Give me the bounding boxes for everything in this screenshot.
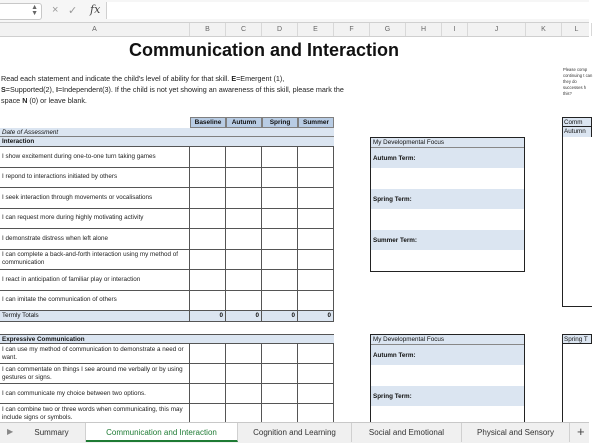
name-box-stepper-icon[interactable]: ▲ ▼ — [31, 4, 38, 17]
baseline-cell[interactable] — [190, 147, 226, 168]
insert-function-icon[interactable]: fx — [90, 3, 101, 16]
skill-statement: I show excitement during one-to-one turn taking games — [0, 147, 190, 168]
summer-cell[interactable] — [298, 270, 334, 291]
column-header-e[interactable]: E — [298, 23, 334, 36]
table-row — [0, 168, 334, 189]
column-header-k[interactable]: K — [526, 23, 562, 36]
tab-cognition-and-learning[interactable]: Cognition and Learning — [238, 423, 352, 442]
column-header-i[interactable]: I — [442, 23, 468, 36]
baseline-cell[interactable] — [190, 188, 226, 209]
focus-spring-space[interactable] — [371, 209, 524, 229]
summer-cell[interactable] — [298, 168, 334, 189]
side-header-spring: Spring T — [562, 334, 592, 344]
skill-statement: I react in anticipation of familiar play or interaction — [0, 270, 190, 291]
column-header-a[interactable]: A — [0, 23, 190, 36]
table-row — [0, 147, 334, 168]
summer-cell[interactable] — [298, 364, 334, 384]
summer-cell[interactable] — [298, 404, 334, 424]
focus-box-title: My Developmental Focus — [371, 138, 524, 148]
spring-cell[interactable] — [262, 250, 298, 271]
autumn-cell[interactable] — [226, 250, 262, 271]
section-expressive-title: Expressive Communication — [2, 336, 85, 343]
autumn-cell[interactable] — [226, 209, 262, 230]
autumn-cell[interactable] — [226, 344, 262, 364]
termly-totals-label: Termly Totals — [0, 311, 190, 322]
table-row — [0, 250, 334, 271]
spring-cell[interactable] — [262, 291, 298, 312]
focus-spring-term[interactable]: Spring Term: — [371, 386, 524, 406]
autumn-cell[interactable] — [226, 404, 262, 424]
table-row — [0, 229, 334, 250]
baseline-cell[interactable] — [190, 364, 226, 384]
autumn-cell[interactable] — [226, 270, 262, 291]
name-box[interactable] — [0, 3, 42, 20]
column-header-c[interactable]: C — [226, 23, 262, 36]
autumn-cell[interactable] — [226, 384, 262, 404]
column-header-j[interactable]: J — [468, 23, 526, 36]
table-row — [0, 270, 334, 291]
tab-physical-and-sensory[interactable]: Physical and Sensory — [462, 423, 570, 442]
cancel-icon[interactable]: × — [52, 4, 59, 16]
baseline-cell[interactable] — [190, 209, 226, 230]
spring-cell[interactable] — [262, 168, 298, 189]
focus-spring-term[interactable]: Spring Term: — [371, 189, 524, 209]
column-header-b[interactable]: B — [190, 23, 226, 36]
autumn-cell[interactable] — [226, 291, 262, 312]
autumn-cell[interactable] — [226, 188, 262, 209]
skill-statement: I can imitate the communication of others — [0, 291, 190, 312]
focus-autumn-space[interactable] — [371, 365, 524, 385]
table-row — [0, 384, 334, 404]
table-row — [0, 209, 334, 230]
header-spring: Spring — [262, 117, 298, 128]
baseline-cell[interactable] — [190, 404, 226, 424]
summer-cell[interactable] — [298, 384, 334, 404]
baseline-cell[interactable] — [190, 384, 226, 404]
column-header-g[interactable]: G — [370, 23, 406, 36]
spring-cell[interactable] — [262, 229, 298, 250]
add-sheet-icon[interactable]: + — [577, 424, 585, 439]
skill-statement: I repond to interactions initiated by others — [0, 168, 190, 189]
skill-statement: I can combine two or three words when communicating, this may include signs or symbols. — [0, 404, 190, 424]
table-row — [0, 291, 334, 312]
baseline-cell[interactable] — [190, 344, 226, 364]
spring-cell[interactable] — [262, 147, 298, 168]
skill-statement: I can request more during highly motivating activity — [0, 209, 190, 230]
column-header-d[interactable]: D — [262, 23, 298, 36]
baseline-cell[interactable] — [190, 291, 226, 312]
termly-total-value[interactable]: 0 — [226, 311, 262, 322]
focus-summer-term[interactable]: Summer Term: — [371, 230, 524, 250]
formula-input[interactable] — [106, 2, 597, 19]
enter-icon[interactable]: ✓ — [68, 5, 78, 17]
spring-cell[interactable] — [262, 209, 298, 230]
developmental-focus-box-2 — [370, 334, 525, 426]
column-header-f[interactable]: F — [334, 23, 370, 36]
skill-statement: I demonstrate distress when left alone — [0, 229, 190, 250]
spring-cell[interactable] — [262, 270, 298, 291]
spring-cell[interactable] — [262, 188, 298, 209]
side-header-autumn: Autumn — [562, 127, 592, 137]
autumn-cell[interactable] — [226, 229, 262, 250]
baseline-cell[interactable] — [190, 168, 226, 189]
header-baseline: Baseline — [190, 117, 226, 128]
skill-statement: I can use my method of communication to demonstrate a need or want. — [0, 344, 190, 364]
date-of-assessment-row[interactable] — [0, 128, 334, 137]
header-summer: Summer — [298, 117, 334, 128]
header-autumn: Autumn — [226, 117, 262, 128]
table-row — [0, 364, 334, 384]
section-interaction-header — [0, 137, 334, 147]
termly-total-value[interactable]: 0 — [298, 311, 334, 322]
spring-cell[interactable] — [262, 364, 298, 384]
spring-cell[interactable] — [262, 404, 298, 424]
formula-bar — [0, 0, 589, 23]
termly-totals-row — [0, 311, 334, 322]
baseline-cell[interactable] — [190, 250, 226, 271]
side-box-2 — [562, 344, 592, 434]
termly-total-value[interactable]: 0 — [262, 311, 298, 322]
summer-cell[interactable] — [298, 250, 334, 271]
tab-communication-and-interaction[interactable]: Communication and Interaction — [86, 423, 238, 442]
page-title: Communication and Interaction — [128, 40, 400, 60]
baseline-cell[interactable] — [190, 270, 226, 291]
summer-cell[interactable] — [298, 188, 334, 209]
skill-statement: I can complete a back-and-forth interaction using my method of communication — [0, 250, 190, 271]
skill-statement: I can communicate my choice between two options. — [0, 384, 190, 404]
sheet-tab-bar — [0, 422, 589, 443]
autumn-cell[interactable] — [226, 147, 262, 168]
summer-cell[interactable] — [298, 209, 334, 230]
focus-box-title: My Developmental Focus — [371, 335, 524, 345]
focus-autumn-space[interactable] — [371, 168, 524, 188]
side-note: Please comp continuing t can they do successes h this? — [563, 67, 593, 96]
skill-statement: I seek interaction through movements or vocalisations — [0, 188, 190, 209]
summer-cell[interactable] — [298, 147, 334, 168]
tab-summary[interactable]: Summary — [18, 423, 86, 442]
summer-cell[interactable] — [298, 229, 334, 250]
instructions-text: Read each statement and indicate the child's level of ability for that skill. E=Emergent (1), S=Supported(2), I=Independent(3). If the child is not yet showing an awareness of this skill, please mark the space N (0) or leave blank. — [1, 74, 344, 105]
table-row — [0, 404, 334, 424]
section-expressive-header — [0, 334, 334, 344]
table-row — [0, 344, 334, 364]
developmental-focus-box-1 — [370, 137, 525, 272]
skill-statement: I can commentate on things I see around me verbally or by using gestures or signs. — [0, 364, 190, 384]
side-header-comm: Comm — [562, 117, 592, 127]
section-interaction-title: Interaction — [2, 138, 35, 145]
autumn-cell[interactable] — [226, 168, 262, 189]
spring-cell[interactable] — [262, 384, 298, 404]
spring-cell[interactable] — [262, 344, 298, 364]
focus-autumn-term[interactable]: Autumn Term: — [371, 345, 524, 365]
termly-total-value[interactable]: 0 — [190, 311, 226, 322]
focus-autumn-term[interactable]: Autumn Term: — [371, 148, 524, 168]
column-header-bar — [0, 23, 589, 37]
baseline-cell[interactable] — [190, 229, 226, 250]
sheet-grid[interactable] — [0, 37, 593, 422]
column-header-h[interactable]: H — [406, 23, 442, 36]
tab-scroll-left-icon[interactable]: ▶ — [7, 427, 14, 436]
summer-cell[interactable] — [298, 344, 334, 364]
side-box-1 — [562, 137, 592, 307]
date-of-assessment-label: Date of Assessment — [2, 129, 59, 136]
autumn-cell[interactable] — [226, 364, 262, 384]
column-header-l[interactable]: L — [562, 23, 592, 36]
summer-cell[interactable] — [298, 291, 334, 312]
tab-social-and-emotional[interactable]: Social and Emotional — [352, 423, 462, 442]
table-row — [0, 188, 334, 209]
